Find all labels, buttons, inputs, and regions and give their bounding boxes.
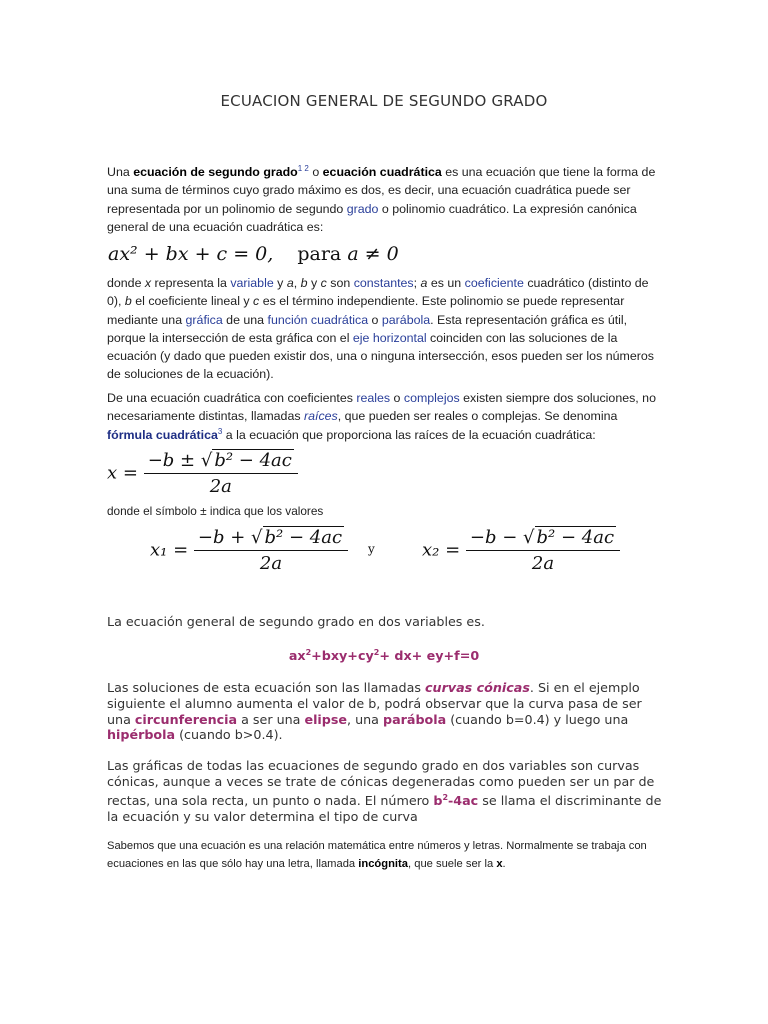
link-constantes[interactable]: constantes xyxy=(353,276,414,290)
link-grafica[interactable]: gráfica xyxy=(185,312,223,327)
text: o polinomio cuadrático. La expresión canónica general de una ecuación cuadrática es: xyxy=(107,201,637,234)
link-variable[interactable]: variable xyxy=(230,276,274,290)
conic-curves-paragraph: Las soluciones de esta ecuación son las llamadas curvas cónicas. Si en el ejemplo siguiente el alumno aumenta el valor de b, podrá observar que la curva pasa de ser una circunferencia a ser una elipse, una parábola (cuando b=0.4) y luego una hipérbola (cuando b>0.4). xyxy=(107,680,642,743)
link-grado[interactable]: grado xyxy=(346,201,379,216)
conjunction-y: y xyxy=(368,542,375,556)
link-formula-cuadratica[interactable]: fórmula cuadrática xyxy=(107,427,218,442)
intro-paragraph xyxy=(107,163,663,236)
plus-minus-note: donde el símbolo ± indica que los valores xyxy=(107,504,324,518)
equation-para: para xyxy=(297,243,342,265)
discriminant-paragraph: Las gráficas de todas las ecuaciones de segundo grado en dos variables son curvas cónicas, aunque a veces se trate de cónicas degeneradas como pueden ser un par de rectas, una sola recta, un punto o nada. El número $b^2-4ac$ se llama el discriminante de la ecuación y su valor determina el tipo de curva xyxy=(107,758,662,824)
equation-definition-note: Sabemos que una ecuación es una relación matemática entre números y letras. Normalmente se trabaja con ecuaciones en las que sólo hay una letra, llamada incógnita, que suele ser la x. xyxy=(107,840,647,870)
term-elipse: elipse xyxy=(304,711,348,727)
term-curvas-conicas: curvas cónicas xyxy=(425,680,530,695)
reference-2[interactable]: 2 xyxy=(304,163,309,173)
term-hiperbola: hipérbola xyxy=(107,727,176,743)
term-discriminant: $b^2-4ac$ xyxy=(433,792,479,808)
link-funcion-cuadratica[interactable]: función cuadrática xyxy=(267,312,369,327)
formula-lhs: x = xyxy=(107,462,138,484)
link-eje-horizontal[interactable]: eje horizontal xyxy=(352,330,427,345)
link-reales[interactable]: reales xyxy=(356,391,391,405)
link-raices[interactable]: raíces xyxy=(303,409,338,424)
canonical-equation xyxy=(108,243,399,265)
equation-condition: a ≠ 0 xyxy=(347,243,399,265)
definition-paragraph: donde x representa la variable y a, b y c son constantes; a es un coeficiente cuadrático (distinto de 0), b el coeficiente lineal y c es el término independiente. Este polinomio se puede representar mediante una gráfica de una función cuadrática o parábola. Esta representación gráfica es útil, porque la intersección de esta gráfica con el eje horizontal coinciden con las soluciones de la ecuación (y dado que pueden existir dos, una o ninguna intersección, esos pueden ser los números de soluciones de la ecuación). xyxy=(107,276,654,382)
reference-1[interactable]: 1 xyxy=(297,163,303,173)
link-parabola[interactable]: parábola xyxy=(381,312,431,327)
general-two-variable-equation: $ax^2+bxy+cy^2+ dx+ ey+f=0$ xyxy=(288,648,480,664)
term-ecuacion-segundo-grado: ecuación de segundo grado xyxy=(133,165,298,179)
link-coeficiente[interactable]: coeficiente xyxy=(464,276,524,290)
reference-3[interactable]: 3 xyxy=(217,426,223,436)
page-title: ECUACION GENERAL DE SEGUNDO GRADO xyxy=(220,92,548,110)
quadratic-formula xyxy=(107,450,298,497)
root-x2: x₂ = $\frac{\text{−b − √ b² − 4ac}}{2a}$ xyxy=(422,527,620,574)
roots-paragraph: De una ecuación cuadrática con coeficientes reales o complejos existen siempre dos soluciones, no necesariamente distintas, llamadas raíces, que pueden ser reales o complejas. Se denomina fórmula cuadrática$^3$ a la ecuación que proporciona las raíces de la ecuación cuadrática: xyxy=(107,391,656,442)
link-complejos[interactable]: complejos xyxy=(403,391,460,405)
formula-fraction: $\frac{\text{−b ± √ b² − 4ac}}{2a}$ xyxy=(144,450,298,497)
term-ecuacion-cuadratica: ecuación cuadrática xyxy=(322,165,442,179)
term-incognita: incógnita xyxy=(358,857,408,870)
term-parabola: parábola xyxy=(382,711,447,727)
text: es una ecuación que tiene la forma de una suma de términos cuyo grado máximo es dos, es decir, una ecuación cuadrática puede ser representada por un polinomio de segundo xyxy=(107,165,656,216)
text: o xyxy=(308,165,323,179)
equation-lhs: ax² + bx + c = 0, xyxy=(108,243,274,265)
root-x1: x₁ = $\frac{\text{−b + √ b² − 4ac}}{2a}$ xyxy=(150,527,348,574)
term-circunferencia: circunferencia xyxy=(134,711,238,727)
term-x: x xyxy=(496,857,503,870)
text: Una xyxy=(107,165,134,179)
two-variable-intro: La ecuación general de segundo grado en dos variables es. xyxy=(107,614,485,629)
